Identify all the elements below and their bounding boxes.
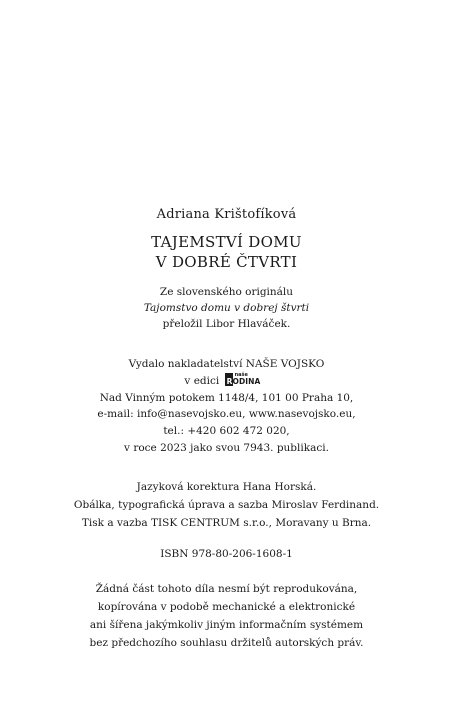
publisher-info: [0, 356, 453, 457]
edition-prefix: v edici: [184, 374, 220, 387]
printing-credit: Tisk a vazba TISK CENTRUM s.r.o., Moravany u Brna.: [81, 517, 372, 529]
production-credits: [0, 478, 453, 532]
logo-big-first-letter: R: [226, 376, 233, 386]
copyright-line-3: ani šířena jakýmkoliv jiným informačním systémem: [89, 619, 364, 631]
translation-source-label: Ze slovenského originálu: [159, 286, 294, 298]
copyright-line-1: Žádná část tohoto díla nesmí být reprodukována,: [95, 583, 358, 595]
logo-big-rest: ODINA: [232, 376, 261, 386]
publication-year: v roce 2023 jako svou 7943. publikaci.: [124, 441, 329, 454]
book-title-line-1: TAJEMSTVÍ DOMU: [151, 233, 302, 251]
edition-line: [0, 373, 453, 390]
publisher-phone: tel.: +420 602 472 020,: [163, 425, 290, 438]
author-name: Adriana Krištofíková: [156, 207, 297, 222]
logo-small-text: naše: [234, 371, 248, 378]
copyright-notice: [0, 580, 453, 652]
copyright-line-4: bez předchozího souhlasu držitelů autorských práv.: [89, 637, 364, 649]
publisher-address: Nad Vinným potokem 1148/4, 101 00 Praha 10,: [99, 391, 354, 404]
nase-rodina-logo: [225, 373, 269, 386]
publisher-name: Vydalo nakladatelství NAŠE VOJSKO: [128, 358, 325, 370]
original-title: Tajomstvo domu v dobrej štvrti: [143, 302, 310, 314]
publisher-contact: e-mail: info@nasevojsko.eu, www.nasevojsko.eu,: [97, 408, 356, 421]
translator-credit: přeložil Libor Hlaváček.: [162, 318, 291, 330]
book-title: [0, 232, 453, 272]
book-title-line-2: V DOBRÉ ČTVRTI: [155, 253, 298, 271]
logo-big-text: [227, 377, 261, 386]
copyright-line-2: kopírována v podobě mechanické a elektronické: [97, 601, 356, 613]
translation-credit: [0, 284, 453, 332]
design-credit: Obálka, typografická úprava a sazba Miroslav Ferdinand.: [73, 499, 380, 511]
isbn: ISBN 978-80-206-1608-1: [160, 548, 293, 560]
proofreading-credit: Jazyková korektura Hana Horská.: [136, 481, 317, 493]
